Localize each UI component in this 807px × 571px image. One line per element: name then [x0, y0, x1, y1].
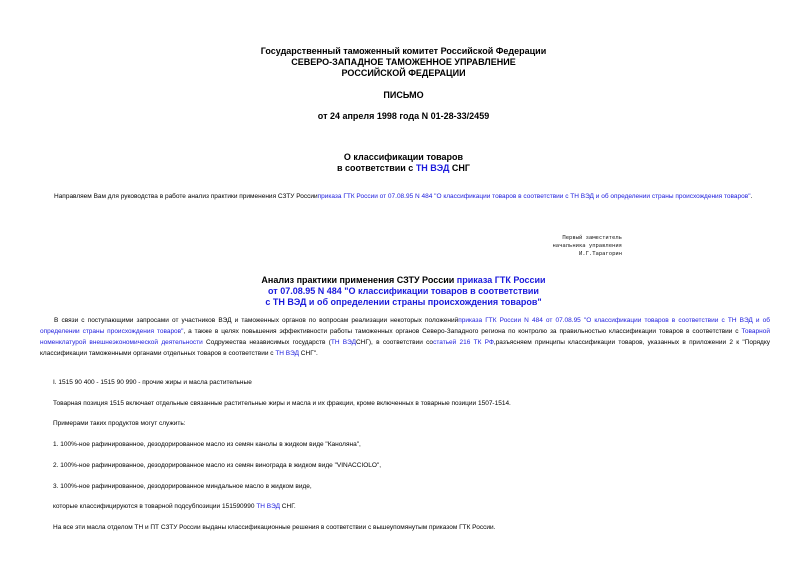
- analysis-title-line-2[interactable]: от 07.08.95 N 484 "О классификации товаров в соответствии: [268, 286, 539, 296]
- intro-text: Направляем Вам для руководства в работе анализ практики применения СЗТУ России: [54, 193, 318, 200]
- org-line-1: Государственный таможенный комитет Российской Федерации: [260, 46, 547, 56]
- tnved-link-2[interactable]: ТН ВЭД: [330, 339, 356, 346]
- analysis-text-6: СНГ".: [299, 350, 318, 357]
- analysis-title-text: Анализ практики применения СЗТУ России: [261, 275, 457, 285]
- analysis-text-3: Содружества независимых государств (: [202, 339, 331, 346]
- signature-line-3: И.Г.Тарагорин: [578, 251, 622, 257]
- subject-text-post: СНГ: [449, 163, 471, 173]
- list-item-2: 2. 100%-ное рафинированное, дезодорированное масло из семян винограда в жидком виде "VINACCIOLO",: [53, 462, 382, 469]
- analysis-text-5: ,разъясняем принципы классификации товаров, указанных в приложении 2 к "Порядку классификации таможенными органами отдельных товаров в соответствии с: [40, 339, 770, 357]
- body-paragraph-1: Товарная позиция 1515 включает отдельные связанные растительные жиры и масла и их фракции, кроме включенных в товарные позиции 1507-1514.: [53, 400, 511, 407]
- tnved-link-4[interactable]: ТН ВЭД: [256, 503, 280, 510]
- analysis-order-link[interactable]: приказа ГТК России: [456, 275, 546, 285]
- nomenclature-link[interactable]: Товарной номенклатурой внешнеэкономической деятельности: [40, 328, 770, 346]
- classification-text-post: СНГ.: [280, 503, 296, 510]
- analysis-text-2: , а также в целях повышения эффективности работы таможенных органов Северо-Западного региона по контролю за правильностью классификации товаров в соответствии с: [183, 328, 742, 335]
- analysis-text-4: СНГ), в соответствии со: [355, 339, 434, 346]
- signature-line-1: Первый заместитель: [562, 235, 622, 241]
- subject-line-2: [0, 163, 807, 173]
- intro-text-post: .: [750, 193, 753, 200]
- subject-text: в соответствии с: [336, 163, 416, 173]
- analysis-text-1: В связи с поступающими запросами от участников ВЭД и таможенных органов по вопросам реализации некоторых положений: [54, 317, 459, 324]
- tnved-link[interactable]: ТН ВЭД: [415, 163, 450, 173]
- org-line-2: СЕВЕРО-ЗАПАДНОЕ ТАМОЖЕННОЕ УПРАВЛЕНИЕ: [291, 57, 516, 67]
- org-line-3: РОССИЙСКОЙ ФЕДЕРАЦИИ: [341, 68, 466, 78]
- doc-date: от 24 апреля 1998 года N 01-28-33/2459: [317, 111, 490, 121]
- list-item-3: 3. 100%-ное рафинированное, дезодорированное миндальное масло в жидком виде,: [53, 483, 312, 490]
- tnved-link-3[interactable]: ТН ВЭД: [275, 350, 299, 357]
- signature-line-2: начальника управления: [552, 243, 622, 249]
- intro-paragraph: [40, 191, 770, 202]
- classification-text: которые классифицируются в товарной подсубпозиции 151590990: [53, 503, 257, 510]
- order-484-link[interactable]: приказа ГТК России от 07.08.95 N 484 "О классификации товаров в соответствии с ТН ВЭД и об определении страны происхождения товаров": [317, 193, 751, 200]
- order-484-link-2[interactable]: приказа ГТК России N 484 от 07.08.95 "О классификации товаров в соответствии с ТН ВЭД и об определении страны происхождения товаров": [40, 317, 770, 335]
- subject-line-1: О классификации товаров: [343, 152, 464, 162]
- classification-line: [53, 502, 296, 511]
- article-216-link[interactable]: статьей 216 ТК РФ: [433, 339, 494, 346]
- final-paragraph: На все эти масла отделом ТН и ПТ СЗТУ России выданы классификационные решения в соответствии с вышеупомянутым приказом ГТК России.: [53, 524, 496, 531]
- section-heading: I. 1515 90 400 - 1515 90 990 - прочие жиры и масла растительные: [53, 379, 252, 386]
- signature-block: [470, 234, 622, 258]
- list-item-1: 1. 100%-ное рафинированное, дезодорированное масло из семян канолы в жидком виде "Каноляна",: [53, 441, 361, 448]
- analysis-title-line-1: [0, 275, 807, 285]
- analysis-title-line-3[interactable]: с ТН ВЭД и об определении страны происхождения товаров": [265, 297, 542, 307]
- analysis-paragraph: [40, 315, 770, 359]
- body-paragraph-2: Примерами таких продуктов могут служить:: [53, 420, 186, 427]
- doc-type: ПИСЬМО: [383, 90, 424, 100]
